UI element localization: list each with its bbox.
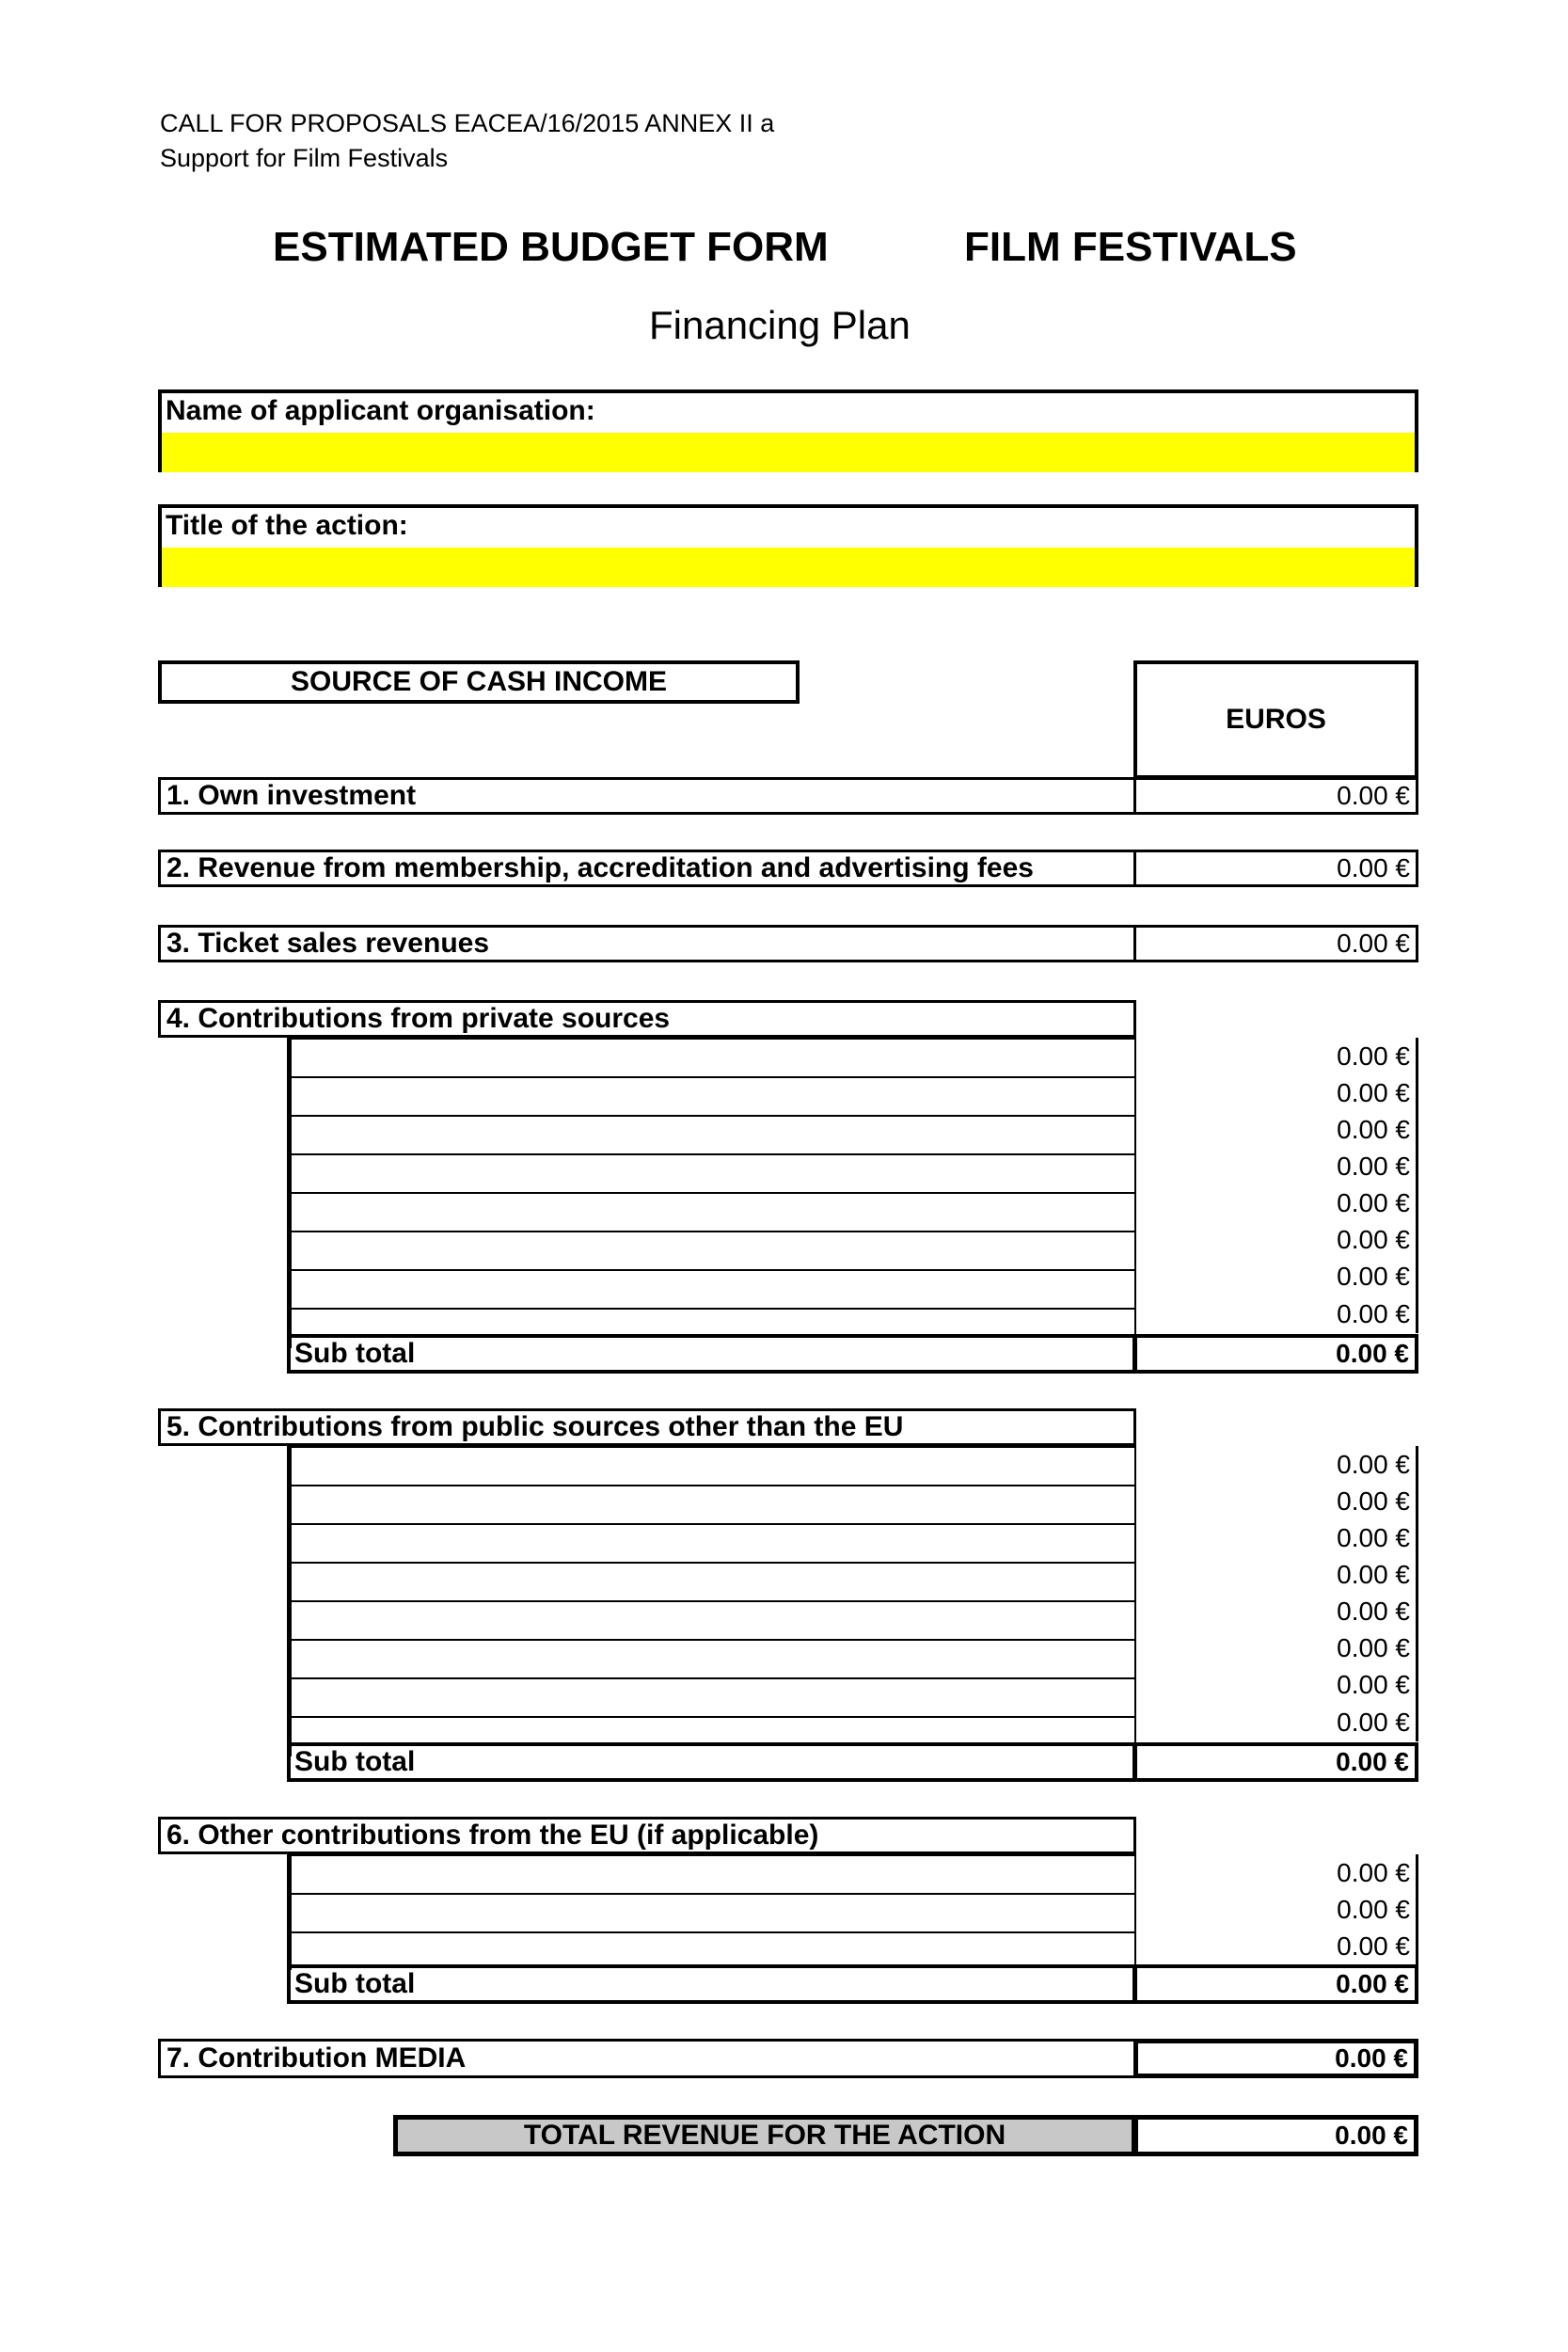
public-row-name[interactable] xyxy=(290,1523,1136,1562)
public-row-amount[interactable]: 0.00 € xyxy=(1133,1666,1418,1703)
public-row-amount[interactable]: 0.00 € xyxy=(1133,1629,1418,1666)
eu-row-amount[interactable]: 0.00 € xyxy=(1133,1891,1418,1928)
private-row-name[interactable] xyxy=(290,1038,1136,1076)
public-header-spacer xyxy=(1133,1408,1418,1446)
eu-row-amount[interactable]: 0.00 € xyxy=(1133,1928,1418,1964)
ticket-sales-amount[interactable]: 0.00 € xyxy=(1133,925,1418,962)
public-row-amount[interactable]: 0.00 € xyxy=(1133,1483,1418,1519)
eu-rows-left xyxy=(287,1854,1136,1964)
private-row-amount[interactable]: 0.00 € xyxy=(1133,1295,1418,1333)
private-sources-label: 4. Contributions from private sources xyxy=(158,1000,1136,1038)
private-rows-left xyxy=(287,1038,1136,1335)
applicant-label: Name of applicant organisation: xyxy=(166,395,595,426)
public-row-name[interactable] xyxy=(290,1485,1136,1523)
public-subtotal-amount: 0.00 € xyxy=(1133,1742,1418,1782)
form-category: FILM FESTIVALS xyxy=(964,224,1297,270)
public-row-name[interactable] xyxy=(290,1600,1136,1639)
own-investment-amount[interactable]: 0.00 € xyxy=(1133,777,1418,815)
private-row-amount[interactable]: 0.00 € xyxy=(1133,1221,1418,1258)
public-row-amount[interactable]: 0.00 € xyxy=(1133,1593,1418,1629)
eu-row-amount[interactable]: 0.00 € xyxy=(1133,1854,1418,1891)
private-row-amount[interactable]: 0.00 € xyxy=(1133,1038,1418,1074)
own-investment-label: 1. Own investment xyxy=(158,777,1136,815)
call-reference: CALL FOR PROPOSALS EACEA/16/2015 ANNEX II a xyxy=(160,109,775,137)
revenue-fees-label: 2. Revenue from membership, accreditation and advertising fees xyxy=(158,850,1136,887)
private-row-amount[interactable]: 0.00 € xyxy=(1133,1184,1418,1221)
eu-row-name[interactable] xyxy=(290,1893,1136,1931)
private-row-name[interactable] xyxy=(290,1269,1136,1308)
public-row-name[interactable] xyxy=(290,1446,1136,1485)
page-subtitle: Financing Plan xyxy=(649,303,911,347)
revenue-fees-amount[interactable]: 0.00 € xyxy=(1133,850,1418,887)
private-row-name[interactable] xyxy=(290,1076,1136,1115)
public-row-name[interactable] xyxy=(290,1639,1136,1677)
euros-header: EUROS xyxy=(1133,660,1418,779)
public-row-name[interactable] xyxy=(290,1677,1136,1716)
private-row-amount[interactable]: 0.00 € xyxy=(1133,1258,1418,1295)
private-subtotal-amount: 0.00 € xyxy=(1133,1334,1418,1374)
public-row-amount[interactable]: 0.00 € xyxy=(1133,1556,1418,1593)
eu-row-name[interactable] xyxy=(290,1854,1136,1893)
private-row-name[interactable] xyxy=(290,1231,1136,1269)
total-revenue-label: TOTAL REVENUE FOR THE ACTION xyxy=(393,2115,1136,2156)
eu-subtotal-label: Sub total xyxy=(287,1964,1136,2004)
action-label: Title of the action: xyxy=(166,510,408,541)
applicant-field-box xyxy=(158,389,1418,472)
media-contribution-amount[interactable]: 0.00 € xyxy=(1133,2039,1418,2078)
private-rows-right xyxy=(1133,1038,1418,1335)
private-row-name[interactable] xyxy=(290,1115,1136,1153)
private-row-amount[interactable]: 0.00 € xyxy=(1133,1111,1418,1148)
source-header: SOURCE OF CASH INCOME xyxy=(158,660,800,704)
action-input[interactable] xyxy=(162,548,1415,587)
eu-rows-right xyxy=(1133,1854,1418,1964)
private-subtotal-label: Sub total xyxy=(287,1334,1136,1374)
call-subtitle: Support for Film Festivals xyxy=(160,144,449,172)
private-header-spacer xyxy=(1133,1000,1418,1038)
action-field-box xyxy=(158,504,1418,587)
public-row-name[interactable] xyxy=(290,1562,1136,1600)
private-row-name[interactable] xyxy=(290,1153,1136,1192)
public-rows-left xyxy=(287,1446,1136,1743)
ticket-sales-label: 3. Ticket sales revenues xyxy=(158,925,1136,962)
public-row-amount[interactable]: 0.00 € xyxy=(1133,1703,1418,1741)
public-row-amount[interactable]: 0.00 € xyxy=(1133,1446,1418,1483)
public-subtotal-label: Sub total xyxy=(287,1742,1136,1782)
eu-header-spacer xyxy=(1133,1817,1418,1854)
media-contribution-label: 7. Contribution MEDIA xyxy=(158,2039,1136,2078)
private-row-name[interactable] xyxy=(290,1192,1136,1231)
public-row-amount[interactable]: 0.00 € xyxy=(1133,1519,1418,1556)
total-revenue-amount: 0.00 € xyxy=(1133,2115,1418,2156)
private-row-amount[interactable]: 0.00 € xyxy=(1133,1148,1418,1184)
public-sources-label: 5. Contributions from public sources other than the EU xyxy=(158,1408,1136,1446)
eu-contributions-label: 6. Other contributions from the EU (if applicable) xyxy=(158,1817,1136,1854)
form-title: ESTIMATED BUDGET FORM xyxy=(273,224,829,270)
private-row-amount[interactable]: 0.00 € xyxy=(1133,1074,1418,1111)
applicant-input[interactable] xyxy=(162,433,1415,472)
public-rows-right xyxy=(1133,1446,1418,1743)
eu-subtotal-amount: 0.00 € xyxy=(1133,1964,1418,2004)
